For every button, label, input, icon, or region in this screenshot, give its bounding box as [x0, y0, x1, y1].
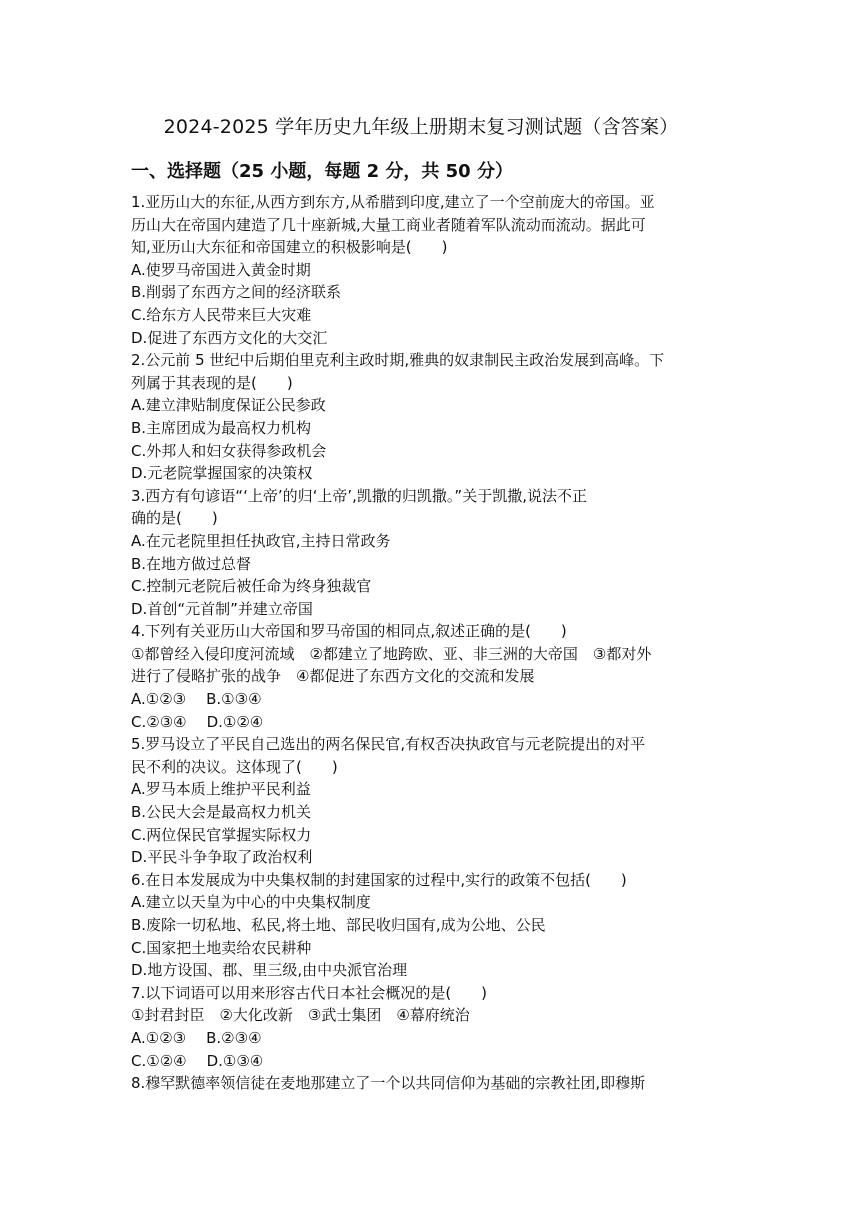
question-stem-line: 6.在日本发展成为中央集权制的封建国家的过程中,实行的政策不包括( )	[131, 870, 627, 889]
answer-option: B.削弱了东西方之间的经济联系	[131, 283, 342, 302]
answer-option: B.公民大会是最高权力机关	[131, 803, 312, 822]
answer-option: B.②③④	[206, 1028, 262, 1047]
question-stem-line: ①封君封臣 ②大化改新 ③武士集团 ④幕府统治	[131, 1006, 470, 1025]
answer-option: C.控制元老院后被任命为终身独裁官	[131, 577, 372, 596]
question-6	[131, 869, 731, 982]
question-3	[131, 485, 731, 621]
answer-option: C.①②④	[131, 1051, 187, 1070]
answer-option: B.废除一切私地、私民,将土地、部民收归国有,成为公地、公民	[131, 916, 546, 934]
answer-option: D.促进了东西方文化的大交汇	[131, 328, 328, 347]
question-stem-line: 4.下列有关亚历山大帝国和罗马帝国的相同点,叙述正确的是( )	[131, 622, 567, 641]
question-stem-line: 列属于其表现的是( )	[131, 373, 293, 392]
answer-option: C.两位保民官掌握实际权力	[131, 825, 312, 844]
answer-option-row	[131, 1027, 731, 1050]
question-stem-line: 3.西方有句谚语“‘上帝’的归‘上帝’,凯撒的归凯撒。”关于凯撒,说法不正	[131, 486, 587, 505]
answer-option: A.建立以天皇为中心的中央集权制度	[131, 893, 371, 912]
answer-option: D.①③④	[206, 1051, 264, 1070]
question-2	[131, 349, 731, 485]
answer-option: D.地方设国、郡、里三级,由中央派官治理	[131, 961, 408, 980]
answer-option: A.①②③	[131, 690, 187, 709]
question-4	[131, 620, 731, 733]
answer-option-row	[131, 688, 731, 711]
question-list	[131, 191, 731, 1095]
answer-option: A.使罗马帝国进入黄金时期	[131, 260, 311, 279]
answer-option: D.平民斗争争取了政治权利	[131, 848, 313, 867]
question-stem-line: 进行了侵略扩张的战争 ④都促进了东西方文化的交流和发展	[131, 667, 535, 686]
answer-option: D.元老院掌握国家的决策权	[131, 464, 313, 483]
answer-option: C.②③④	[131, 712, 187, 731]
answer-option: B.在地方做过总督	[131, 554, 252, 573]
answer-option-row	[131, 1050, 731, 1073]
question-stem-line: 知,亚历山大东征和帝国建立的积极影响是( )	[131, 238, 448, 257]
answer-option: C.给东方人民带来巨大灾难	[131, 305, 312, 324]
question-5	[131, 733, 731, 869]
answer-option: B.①③④	[206, 690, 262, 709]
question-stem-line: 1.亚历山大的东征,从西方到东方,从希腊到印度,建立了一个空前庞大的帝国。亚	[131, 193, 655, 211]
answer-option: C.外邦人和妇女获得参政机会	[131, 441, 327, 460]
answer-option: A.①②③	[131, 1028, 187, 1047]
question-stem-line: 确的是( )	[131, 509, 218, 528]
question-stem-line: 7.以下词语可以用来形容古代日本社会概况的是( )	[131, 983, 488, 1002]
answer-option: D.①②④	[206, 712, 264, 731]
document-title: 2024-2025 学年历史九年级上册期末复习测试题（含答案）	[163, 116, 679, 138]
answer-option: C.国家把土地卖给农民耕种	[131, 938, 312, 957]
question-stem-line: 5.罗马设立了平民自己选出的两名保民官,有权否决执政官与元老院提出的对平	[131, 735, 646, 754]
answer-option-row	[131, 711, 731, 734]
question-stem-line: ①都曾经入侵印度河流域 ②都建立了地跨欧、亚、非三洲的大帝国 ③都对外	[131, 644, 652, 663]
document-page	[131, 112, 731, 1095]
answer-option: A.建立津贴制度保证公民参政	[131, 396, 326, 415]
answer-option: D.首创“元首制”并建立帝国	[131, 599, 313, 618]
question-7	[131, 982, 731, 1072]
answer-option: A.罗马本质上维护平民利益	[131, 780, 311, 799]
answer-option: B.主席团成为最高权力机构	[131, 418, 312, 437]
question-1	[131, 191, 731, 349]
section-heading: 一、选择题（25 小题，每题 2 分，共 50 分）	[131, 161, 513, 182]
question-8	[131, 1072, 731, 1095]
answer-option: A.在元老院里担任执政官,主持日常政务	[131, 531, 391, 550]
question-stem-line: 8.穆罕默德率领信徒在麦地那建立了一个以共同信仰为基础的宗教社团,即穆斯	[131, 1074, 646, 1093]
question-stem-line: 2.公元前 5 世纪中后期伯里克利主政时期,雅典的奴隶制民主政治发展到高峰。下	[131, 351, 665, 370]
question-stem-line: 民不利的决议。这体现了( )	[131, 757, 338, 776]
question-stem-line: 历山大在帝国内建造了几十座新城,大量工商业者随着军队流动而流动。据此可	[131, 215, 646, 234]
